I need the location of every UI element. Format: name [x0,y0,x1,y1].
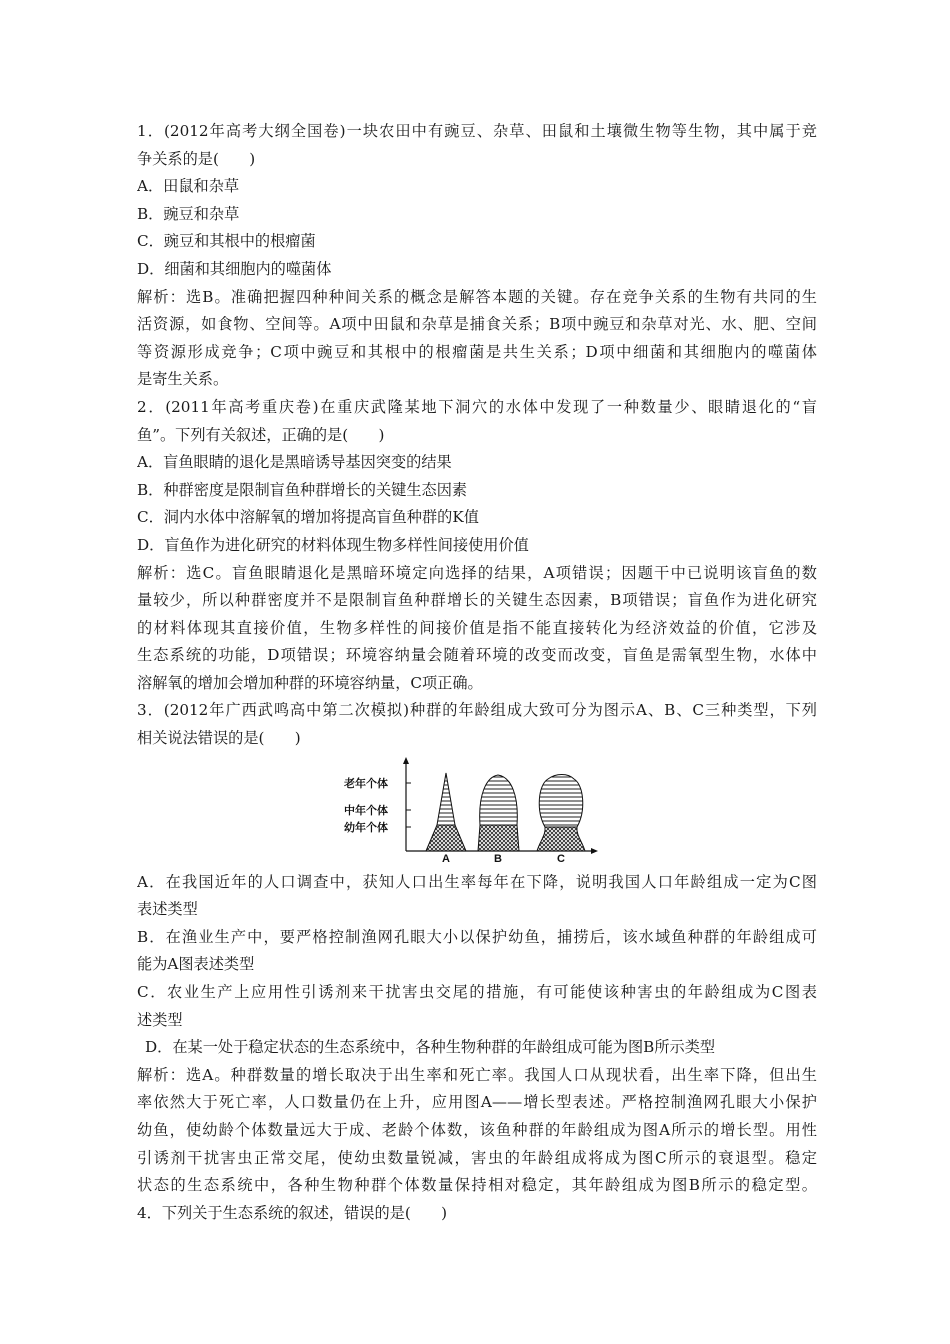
y-label-old: 老年个体 [344,777,388,790]
question-2-option-a: A．盲鱼眼睛的退化是黑暗诱导基因突变的结果 [137,453,452,472]
question-1-option-c: C．豌豆和其根中的根瘤菌 [137,232,316,251]
pyramid-a-young [426,825,466,851]
pyramid-c [537,774,585,851]
question-1-analysis-line-2: 活资源，如食物、空间等。A项中田鼠和杂草是捕食关系；B项中豌豆和杂草对光、水、肥、空间 [137,315,817,334]
pyramid-b-young [478,825,519,851]
question-3-stem-line-1: 3．(2012年广西武鸣高中第二次模拟)种群的年龄组成大致可分为图示A、B、C三种类型，下列 [137,701,817,720]
question-3-option-a-line-1: A．在我国近年的人口调查中，获知人口出生率每年在下降，说明我国人口年龄组成一定为C图 [137,872,817,891]
question-3-option-b-line-2: 能为A图表述类型 [137,955,255,974]
question-2-option-c: C．洞内水体中溶解氧的增加将提高盲鱼种群的K值 [137,508,479,527]
question-3-analysis-line-5: 状态的生态系统中，各种生物种群个体数量保持相对稳定，其年龄组成为图B所示的稳定型。 [137,1176,817,1195]
pyramid-b [478,775,519,851]
pyramid-c-upper [539,774,582,827]
question-3-analysis-line-2: 率依然大于死亡率，人口数量仍在上升，应用图A——增长型表述。严格控制渔网孔眼大小保护 [137,1093,817,1112]
pyramid-c-young [537,827,585,851]
question-2-option-d: D．盲鱼作为进化研究的材料体现生物多样性间接使用价值 [137,535,529,554]
question-1-stem-line-2: 争关系的是( ) [137,149,256,168]
age-structure-diagram [342,755,602,863]
y-axis-arrow [403,757,409,764]
question-2-analysis-line-1: 解析：选C。盲鱼眼睛退化是黑暗环境定向选择的结果，A项错误；因题干中已说明该盲鱼的数 [137,563,817,582]
question-3-option-a-line-2: 表述类型 [137,900,198,919]
x-axis-arrow [591,848,598,854]
question-1-option-d: D．细菌和其细胞内的噬菌体 [137,259,332,278]
question-2-stem-line-2: 鱼”。下列有关叙述，正确的是( ) [137,425,385,444]
question-1-analysis-line-3: 等资源形成竞争；C项中豌豆和其根中的根瘤菌是共生关系；D项中细菌和其细胞内的噬菌体 [137,342,817,361]
question-3-stem-line-2: 相关说法错误的是( ) [137,729,301,748]
question-1-stem-line-1: 1．(2012年高考大纲全国卷)一块农田中有豌豆、杂草、田鼠和土壤微生物等生物，其中属于竞 [137,122,817,140]
question-2-analysis-line-4: 生态系统的功能，D项错误；环境容纳量会随着环境的改变而改变，盲鱼是需氧型生物，水体中 [137,646,817,665]
question-2-analysis-line-2: 量较少，所以种群密度并不是限制盲鱼种群增长的关键生态因素，B项错误；盲鱼作为进化研究 [137,591,817,610]
question-3-analysis-line-1: 解析：选A。种群数量的增长取决于出生率和死亡率。我国人口从现状看，出生率下降，但出生 [137,1065,817,1084]
age-structure-figure [137,753,817,869]
question-3-option-b-line-1: B．在渔业生产中，要严格控制渔网孔眼大小以保护幼鱼，捕捞后，该水域鱼种群的年龄组成可 [137,927,817,946]
question-3-option-d: D．在某一处于稳定状态的生态系统中，各种生物种群的年龄组成可能为图B所示类型 [145,1038,716,1057]
document-page [137,118,817,1227]
y-label-middle: 中年个体 [344,804,388,817]
question-3-analysis-line-3: 幼鱼，使幼龄个体数量远大于成、老龄个体数，该鱼种群的年龄组成为图A所示的增长型。用性 [137,1121,817,1139]
x-label-c: C [557,852,565,863]
question-2-analysis-line-3: 的材料体现其直接价值，生物多样性的间接价值是指不能直接转化为经济效益的价值，它涉及 [137,618,817,637]
question-2 [137,394,817,698]
question-1 [137,118,817,394]
question-1-option-b: B．豌豆和杂草 [137,204,240,223]
question-1-option-a: A．田鼠和杂草 [137,177,240,196]
pyramid-a [426,773,466,851]
question-2-stem-line-1: 2．(2011年高考重庆卷)在重庆武隆某地下洞穴的水体中发现了一种数量少、眼睛退化的“盲 [137,397,817,416]
pyramid-a-upper [437,773,455,825]
question-4-stem-line-1: 4．下列关于生态系统的叙述，错误的是( ) [137,1203,448,1222]
question-1-analysis-line-1: 解析：选B。准确把握四种种间关系的概念是解答本题的关键。存在竞争关系的生物有共同的生 [137,287,817,306]
question-3 [137,697,817,1199]
question-3-option-c-line-1: C．农业生产上应用性引诱剂来干扰害虫交尾的措施，有可能使该种害虫的年龄组成为C图表 [137,983,817,1002]
question-4 [137,1200,817,1228]
y-label-young: 幼年个体 [344,821,388,834]
question-1-analysis-line-4: 是寄生关系。 [137,370,229,389]
x-label-b: B [494,852,502,863]
question-2-analysis-line-5: 溶解氧的增加会增加种群的环境容纳量，C项正确。 [137,673,483,692]
question-3-option-c-line-2: 述类型 [137,1010,183,1029]
pyramid-b-upper [480,775,518,825]
x-label-a: A [442,852,450,863]
question-3-analysis-line-4: 引诱剂干扰害虫正常交尾，使幼虫数量锐减，害虫的年龄组成将成为图C所示的衰退型。稳定 [137,1148,817,1167]
question-2-option-b: B．种群密度是限制盲鱼种群增长的关键生态因素 [137,480,468,499]
